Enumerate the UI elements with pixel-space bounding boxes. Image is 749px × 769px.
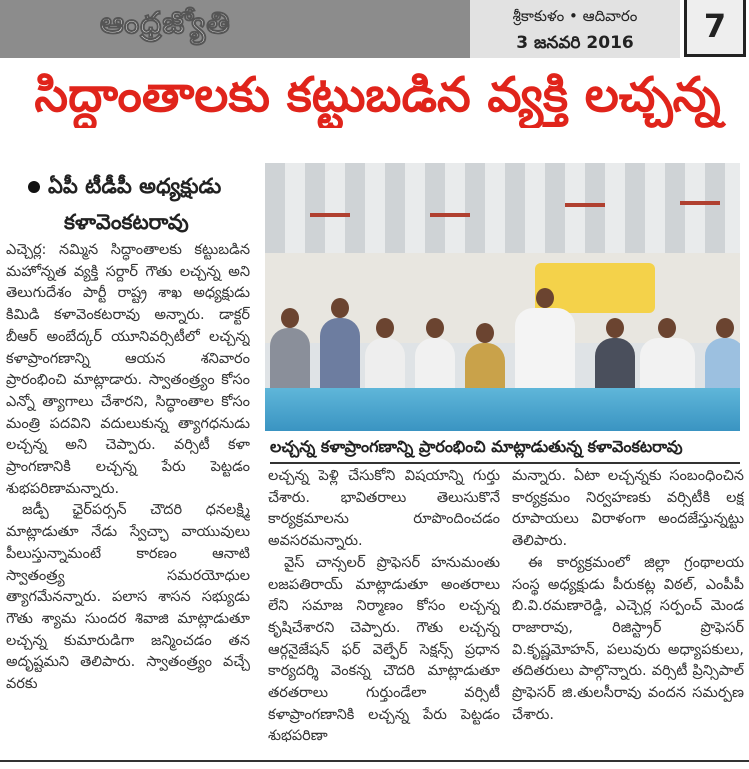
person [465,343,505,393]
person [705,338,740,393]
photo-people [265,293,740,393]
subhead-line-2: కళావెంకటరావు [64,210,189,234]
edition-place-day: శ్రీకాకుళం • ఆదివారం [512,7,638,25]
head [606,318,624,338]
person [415,338,455,393]
head [426,318,444,338]
speaker [515,308,575,393]
head [716,318,734,338]
paragraph: ఎచ్చెర్ల: నమ్మిన సిద్ధాంతాలకు కట్టుబడిన మహోన్నత వ్యక్తి సర్దార్ గౌతు లచ్చన్న అని తెలుగుదేశం పార్టీ రాష్ట్ర శాఖ అధ్యక్షుడు కిమిడి కళావెంకటరావు అన్నారు. డాక్టర్ బీఆర్ అంబేద్కర్ యూనివర్సిటీలో లచ్చన్న కళాప్రాంగణాన్ని ఆయన శనివారం ప్రారంభించి మాట్లాడారు. స్వాతంత్ర్యం కోసం ఎన్నో త్యాగాలు చేశారని, సిద్ధాంతాల కోసం మంత్రి పదవిని వదులుకున్న త్యాగధనుడు లచ్చన్న అని చెప్పారు. వర్సిటీ కళా ప్రాంగణానికి లచ్చన్న పేరు పెట్టడం శుభపరిణామన్నారు. [6,242,250,497]
person [640,338,695,393]
subhead-line-1: ఏపీ టీడీపీ అధ్యక్షుడు [48,174,222,198]
ceiling-fan-icon [310,213,350,217]
head [331,298,349,318]
page-number: 7 [684,0,746,57]
person [270,328,310,393]
edition-date-box [470,0,680,58]
photo-caption: లచ్చన్న కళాప్రాంగణాన్ని ప్రారంభించి మాట్లాడుతున్న కళావెంకటరావు [270,437,683,456]
person [365,338,405,393]
paragraph: ఈ కార్యక్రమంలో జిల్లా గ్రంథాలయ సంస్థ అధ్యక్షుడు పీరుకట్ల విఠల్, ఎంపీపీ బి.వి.రమణారెడ్డి, ఎచ్చెర్ల సర్పంచ్ మెండ రాజారావు, రిజిస్ట్రార్ ప్రొఫెసర్ వి.కృష్ణమోహన్, పలువురు అధ్యాపకులు, తదితరులు పాల్గొన్నారు. వర్సిటీ ప్రిన్సిపాల్ ప్రొఫెసర్ జి.తులసీరావు వందన సమర్పణ చేశారు. [512,554,744,723]
left-column [6,240,250,758]
newspaper-logo: ఆంధ్రజ్యోతి [100,6,231,41]
middle-column [268,466,500,758]
head [281,308,299,328]
edition-date: 3 జనవరి 2016 [516,33,634,53]
head [376,318,394,338]
person [320,318,360,393]
head [658,318,676,338]
right-column [512,466,744,758]
paragraph: లచ్చన్న పెళ్లి చేసుకోని విషయాన్ని గుర్తు చేశారు. భావితరాలు తెలుసుకొనే కార్యక్రమాలను రూపొందించడం అవసరమన్నారు. [268,468,500,550]
person [595,338,635,393]
photo-table [265,388,740,431]
paragraph: మన్నారు. ఏటా లచ్చన్నకు సంబంధించిన కార్యక్రమం నిర్వహణకు వర్సిటీకి లక్ష రూపాయలు విరాళంగా అందజేస్తున్నట్టు తెలిపారు. [512,468,744,550]
subheadline [28,168,258,240]
paragraph: వైస్ చాన్సలర్ ప్రొఫెసర్ హనుమంతు లజపతిరాయ్ మాట్లాడుతూ అంతరాలు లేని సమాజ నిర్మాణం కోసం లచ్చన్న కృషిచేశారని చెప్పారు. గౌతు లచ్చన్న ఆర్గనైజేషన్ ఫర్ వెల్ఫేర్ సెక్షన్స్ ప్రధాన కార్యదర్శి వెంకన్న చౌదరి మాట్లాడుతూ తరతరాలు గుర్తుండేలా వర్సిటీ కళాప్రాంగణానికి లచ్చన్న పేరు పెట్టడం శుభపరిణా [268,554,500,745]
news-photo [265,163,740,431]
ceiling-fan-icon [565,203,605,207]
bottom-rule [0,760,749,762]
paragraph: జడ్పీ ఛైర్‌పర్సన్ చౌదరి ధనలక్ష్మి మాట్లాడుతూ నేడు స్వేచ్ఛా వాయువులు పీలుస్తున్నామంటే కారణం ఆనాటి స్వాతంత్ర్య సమరయోధుల త్యాగమేనన్నారు. పలాస శాసన సభ్యుడు గౌతు శ్యామ సుందర శివాజి మాట్లాడుతూ లచ్చన్న కుమారుడిగా జన్మించడం తన అదృష్టమని తెలిపారు. స్వాతంత్ర్యం వచ్చే వరకు [6,502,250,693]
photo-ceiling [265,163,740,253]
head [476,323,494,343]
headline: సిద్ధాంతాలకు కట్టుబడిన వ్యక్తి లచ్చన్న [34,67,721,123]
head [536,288,554,308]
masthead [0,0,470,58]
ceiling-fan-icon [430,213,470,217]
caption-divider [270,462,740,464]
bullet-icon [28,181,40,193]
ceiling-fan-icon [680,201,720,205]
